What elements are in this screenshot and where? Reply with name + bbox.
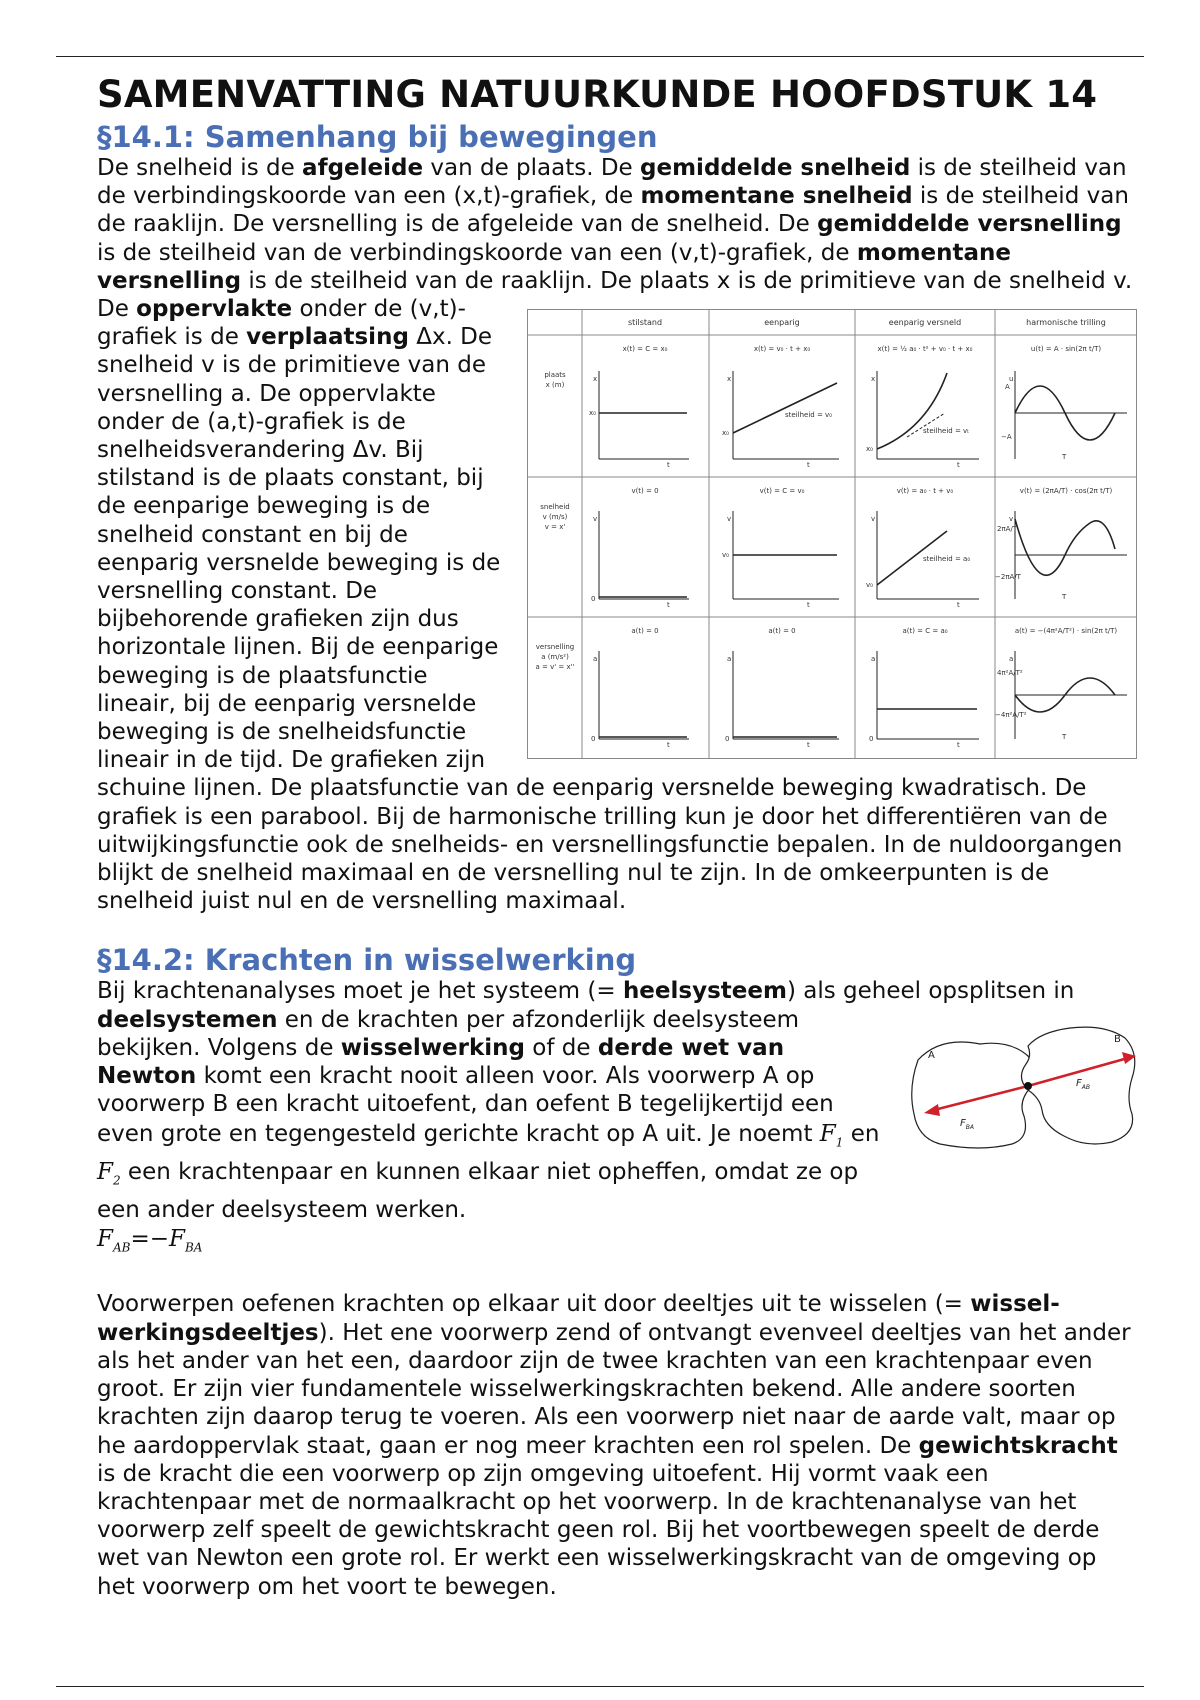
- label-period-v: T: [1062, 593, 1067, 602]
- bottom-rule: [56, 1686, 1144, 1687]
- label-axis-a-harmonisch: a: [1009, 655, 1014, 664]
- label-t-x-stilstand: t: [667, 461, 670, 470]
- col-header-stilstand: stilstand: [627, 318, 663, 328]
- label-x0-eenparig: x₀: [722, 429, 729, 438]
- section-1-heading: §14.1: Samenhang bij bewegingen: [97, 120, 658, 154]
- label-axis-v-harmonisch: v: [1009, 515, 1014, 524]
- formula-a-stilstand: a(t) = 0: [631, 627, 659, 636]
- label-axis-v-eenparig: v: [727, 515, 732, 524]
- label-x0-versneld: x₀: [866, 445, 873, 454]
- section-2-heading: §14.2: Krachten in wisselwerking: [97, 943, 637, 978]
- label-t-v-versneld: t: [957, 601, 960, 610]
- label-period-a: T: [1062, 733, 1067, 742]
- formula-a-eenparig: a(t) = 0: [768, 627, 796, 636]
- label-t-x-versneld: t: [957, 461, 960, 470]
- col-header-eenparig: eenparig: [764, 318, 800, 328]
- label-body-b: B: [1114, 1033, 1121, 1045]
- label-axis-x-stilstand: x: [593, 375, 598, 384]
- label-axis-x-eenparig: x: [727, 375, 732, 384]
- label-zero-a-eenparig: 0: [725, 735, 730, 744]
- formula-v-harmonisch: v(t) = (2πA/T) · cos(2π t/T): [1019, 487, 1113, 496]
- newton-third-law-formula: $F_{AB}=-F_{BA}$: [97, 1225, 203, 1255]
- label-axis-v-versneld: v: [871, 515, 876, 524]
- formula-v-versneld: v(t) = a₀ · t + v₀: [896, 487, 954, 496]
- label-amplitude: A: [1005, 383, 1010, 392]
- col-header-eenparig-versneld: eenparig versneld: [888, 318, 962, 328]
- row-unit-snelheid: v (m/s): [542, 513, 568, 522]
- label-t-a-versneld: t: [957, 741, 960, 750]
- vector-f1: $F_1$: [819, 1120, 844, 1150]
- section-2-paragraph-2: Voorwerpen oefenen krachten op elkaar uit door deeltjes uit te wisselen (= wissel-werkingsdeeltjes). Het ene voorwerp zend of ontvangt evenveel deeltjes van het ander als het ander van het een, daardoor zijn de twee krachten van een krachtenpaar even groot. Er zijn vier fundamentele wisselwerkingskrachten bekend. Alle andere soorten krachten zijn daarop terug te voeren. Als een voorwerp niet naar de aarde valt, maar op he aardoppervlak staat, gaan er nog meer krachten een rol spelen. De gewichtskracht is de kracht die een voorwerp op zijn omgeving uitoefent. Hij vormt vaak een krachtenpaar met de normaalkracht op het voorwerp. In de krachtenanalyse van het voorwerp zelf speelt de gewichtskracht geen rol. Bij het voortbewegen speelt de derde wet van Newton een grote rol. Er werkt een wisselwerkingskracht van de omgeving op het voorwerp om het voort te bewegen.: [97, 1291, 1131, 1600]
- label-axis-u: u: [1009, 375, 1014, 384]
- annotation-steilheid-v0: steilheid = v₀: [785, 411, 832, 420]
- row-unit-versnelling: a (m/s²): [541, 653, 569, 662]
- row-label-plaats: plaats: [544, 371, 566, 380]
- label-zero-a-stilstand: 0: [591, 735, 596, 744]
- label-v0-versneld: v₀: [866, 581, 873, 590]
- label-period-x: T: [1062, 453, 1067, 462]
- row-label-versnelling: versnelling: [535, 643, 575, 652]
- label-axis-a-stilstand: a: [593, 655, 598, 664]
- vector-f2: $F_2$: [97, 1159, 121, 1188]
- formula-x-stilstand: x(t) = C = x₀: [622, 345, 668, 354]
- formula-v-stilstand: v(t) = 0: [631, 487, 659, 496]
- page-content: [97, 70, 1137, 1601]
- contact-point: [1024, 1082, 1032, 1090]
- row-def-versnelling: a = v' = x'': [535, 663, 575, 672]
- label-body-a: A: [928, 1049, 935, 1061]
- annotation-steilheid-a0: steilheid = a₀: [923, 555, 971, 564]
- interaction-force-figure: [900, 1018, 1145, 1168]
- col-header-harmonische-trilling: harmonische trilling: [1026, 318, 1106, 328]
- section-1-paragraph: De snelheid is de afgeleide van de plaats. De gemiddelde snelheid is de steilheid van de verbindingskoorde van een (x,t)-grafiek, de momentane snelheid is de steilheid van de raaklijn. De versnelling is de afgeleide van de snelheid. De gemiddelde versnelling is de steilheid van de verbindingskoorde van een (v,t)-grafiek, de momentane versnelling is de steilheid van de raaklijn. De plaats x is de primitieve van de snelheid v. De stilstand eenparig eenparig versneld harmonische trilling plaats x (m) snelheid v (m/s) v = x' versnelling a (m/s²) a = v' = x'' x(t) = C = x₀ x(t) = v₀ · t + x₀ x(t) = ½ a₀ · t² + v₀ · t + x₀ u(t) = A · sin(2π t/T) v(t) = 0 v(t) = C = v₀ v(t) = a₀ · t + v₀ v(t) = (2πA/T) · cos(2π t/T) a(t) = 0 a(t) = 0 a(t) = C = a₀ a(t) = −(4π²A/T²) · sin(2π t/T) steilheid = v₀ steilheid = vₜ steilheid = a₀ x₀ x₀ x₀ v₀ v₀ 0 0 0 0 t t t t t t t t t T T T A −A 2πA/T −2πA/T 4π²A/T² −4π²A/T² x x x u v v v v a a a a oppervlakte onder de (v,t)-grafiek is de verplaatsing Δx. De snelheid v is de primitieve van de versnelling a. De oppervlakte onder de (a,t)-grafiek is de snelheidsverandering Δv. Bij stilstand is de plaats constant, bij de eenparige beweging is de snelheid constant en bij de eenparig versnelde beweging is de versnelling constant. De bijbehorende grafieken zijn dus horizontale lijnen. Bij de eenparige beweging is de plaatsfunctie lineair, bij de eenparig versnelde beweging is de snelheidsfunctie lineair in de tijd. De grafieken zijn schuine lijnen. De plaatsfunctie van de eenparig versnelde beweging kwadratisch. De grafiek is een parabool. Bij de harmonische trilling kun je door het differentiëren van de uitwijkingsfunctie ook de snelheids- en versnellingsfunctie bepalen. In de nuldoorgangen blijkt de snelheid maximaal en de versnelling nul te zijn. In de omkeerpunten is de snelheid juist nul en de versnelling maximaal.: [97, 154, 1137, 915]
- label-t-x-eenparig: t: [807, 461, 810, 470]
- annotation-steilheid-vt: steilheid = vₜ: [923, 427, 970, 436]
- row-label-snelheid: snelheid: [540, 503, 570, 512]
- formula-x-eenparig: x(t) = v₀ · t + x₀: [753, 345, 811, 354]
- document-title: SAMENVATTING NATUURKUNDE HOOFDSTUK 14: [97, 73, 1098, 116]
- formula-x-versneld: x(t) = ½ a₀ · t² + v₀ · t + x₀: [877, 345, 973, 354]
- label-amax: 4π²A/T²: [997, 669, 1023, 678]
- label-t-v-stilstand: t: [667, 601, 670, 610]
- label-t-a-eenparig: t: [807, 741, 810, 750]
- formula-v-eenparig: v(t) = C = v₀: [759, 487, 805, 496]
- label-vmax: 2πA/T: [997, 525, 1018, 534]
- label-force-ba: $F_{BA}$: [960, 1117, 974, 1131]
- formula-a-harmonisch: a(t) = −(4π²A/T²) · sin(2π t/T): [1014, 627, 1118, 636]
- label-axis-a-eenparig: a: [727, 655, 732, 664]
- label-t-v-eenparig: t: [807, 601, 810, 610]
- label-neg-amplitude: −A: [1001, 433, 1012, 442]
- formula-x-harmonisch: u(t) = A · sin(2π t/T): [1030, 345, 1102, 354]
- label-force-ab: $F_{AB}$: [1076, 1077, 1090, 1091]
- label-amin: −4π²A/T²: [995, 711, 1027, 720]
- row-def-snelheid: v = x': [544, 523, 566, 532]
- top-rule: [56, 56, 1144, 57]
- label-axis-x-versneld: x: [871, 375, 876, 384]
- label-t-a-stilstand: t: [667, 741, 670, 750]
- row-unit-plaats: x (m): [545, 381, 565, 390]
- label-v0-eenparig: v₀: [722, 551, 729, 560]
- section-2-paragraph-1: Bij krachtenanalyses moet je het systeem (= heelsysteem) als geheel opsplitsen in deelsystemen A B $F_{AB}$ $F_{BA}$ en de krachten per afzonderlijk deelsysteem bekijken. Volgens de wisselwerking of de derde wet van Newton komt een kracht nooit alleen voor. Als voorwerp A op voorwerp B een kracht uitoefent, dan oefent B tegelijkertijd een even grote en tegengesteld gerichte kracht op A uit. Je noemt $F_1$ en $F_2$ een krachtenpaar en kunnen elkaar niet opheffen, omdat ze op een ander deelsysteem werken.: [97, 977, 1137, 1223]
- formula-a-versneld: a(t) = C = a₀: [902, 627, 948, 636]
- label-axis-a-versneld: a: [871, 655, 876, 664]
- label-axis-v-stilstand: v: [593, 515, 598, 524]
- motion-graphs-table: [527, 309, 1137, 759]
- label-x0-stilstand: x₀: [589, 409, 596, 418]
- label-vmin: −2πA/T: [995, 573, 1021, 582]
- label-zero-a-versneld: 0: [869, 735, 874, 744]
- label-zero-v: 0: [591, 595, 596, 604]
